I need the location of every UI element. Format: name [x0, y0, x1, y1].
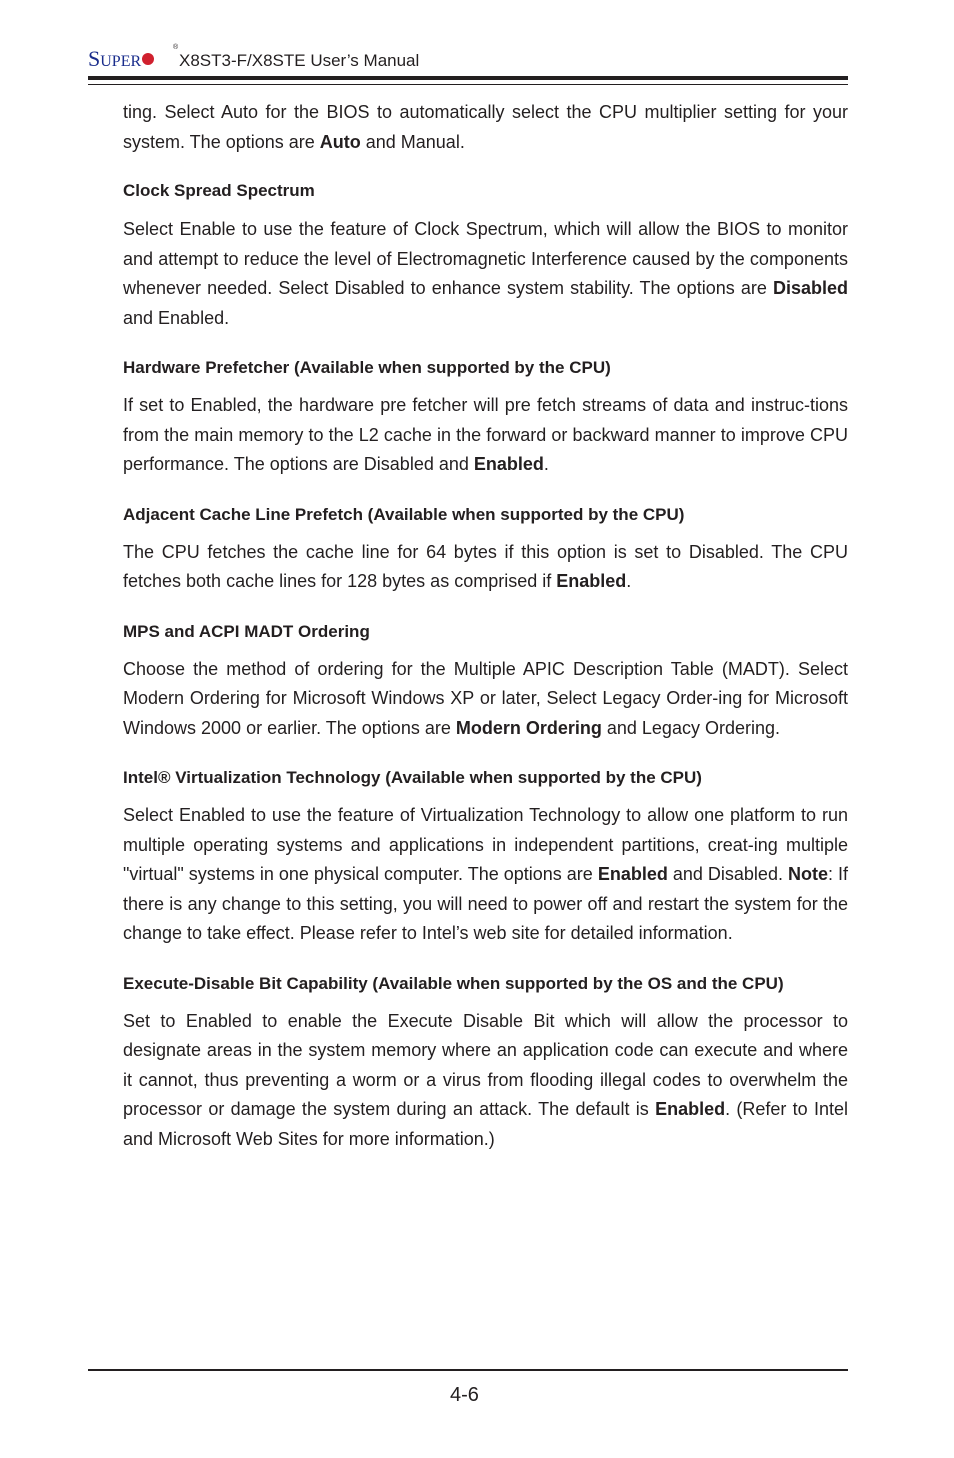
- body-text: Select Enable to use the feature of Clock Spectrum, which will allow the BIOS to monitor and attempt to reduce the level of Electromagnetic Interference caused by the components whenever needed. Select Disabled to enhance system stability. The options are: [123, 219, 848, 298]
- bold-default-option: Enabled: [473, 454, 544, 474]
- section-body: [123, 1007, 848, 1155]
- body-text: Choose the method of ordering for the Multiple APIC Description Table (MADT). Select Modern Ordering for Microsoft Windows XP or later, Select Legacy Order-ing for Microsoft Windows 2000 or earlier. The options are: [123, 658, 848, 738]
- body-text: . (Refer to Intel and Microsoft Web Sites for more information.): [123, 1099, 848, 1149]
- section-heading: Hardware Prefetcher (Available when supported by the CPU): [123, 358, 611, 377]
- page-header: [88, 44, 848, 74]
- section-body: [123, 391, 848, 480]
- bold-default-option: Auto: [319, 131, 361, 152]
- brand-rest-letters: UPER: [100, 53, 142, 70]
- page-number: 4-6: [450, 1384, 479, 1406]
- bold-default-option: Modern Ordering: [455, 717, 602, 738]
- body-text: and Legacy Ordering.: [601, 717, 780, 738]
- body-text: : If there is any change to this setting, you will need to power off and restart the system for the change to take effect. Please refer to Intel’s web site for detailed information.: [123, 864, 849, 943]
- body-text: .: [626, 571, 632, 591]
- section-body: [123, 538, 848, 597]
- bold-default-option: Disabled: [772, 278, 848, 298]
- footer-rule: [88, 1369, 848, 1371]
- section-body: [123, 215, 848, 333]
- section-heading: MPS and ACPI MADT Ordering: [123, 621, 370, 641]
- body-text: and Disabled.: [667, 864, 788, 884]
- page-content: [123, 98, 848, 1154]
- manual-title: X8ST3-F/X8STE User’s Manual: [179, 51, 420, 70]
- body-text: If set to Enabled, the hardware pre fetcher will pre fetch streams of data and instruc-tions from the main memory to the L2 cache in the forward or backward manner to improve CPU performance. The options are Disabled and: [123, 395, 848, 474]
- section-heading: Clock Spread Spectrum: [123, 181, 315, 200]
- section-body: [123, 655, 848, 744]
- brand-dot-icon: [142, 53, 154, 65]
- supermicro-logo: [88, 46, 154, 72]
- section-heading: Execute-Disable Bit Capability (Available when supported by the OS and the CPU): [123, 973, 784, 993]
- brand-first-letter: S: [88, 46, 101, 71]
- header-rule-thin: [88, 84, 848, 85]
- body-text: .: [543, 454, 549, 474]
- section-body: [123, 98, 848, 157]
- header-rule-thick: [88, 76, 848, 80]
- bold-default-option: Enabled: [597, 864, 668, 884]
- section-heading: Adjacent Cache Line Prefetch (Available when supported by the CPU): [123, 504, 685, 524]
- bold-default-option: Note: [787, 864, 828, 884]
- body-text: The CPU fetches the cache line for 64 bytes if this option is set to Disabled. The CPU fetches both cache lines for 128 bytes as comprised if: [123, 541, 848, 591]
- body-text: and Enabled.: [123, 307, 230, 328]
- body-text: Set to Enabled to enable the Execute Disable Bit which will allow the processor to designate areas in the system memory where an application code can execute and where it cannot, thus preventing a worm or a virus from flooding illegal codes to overwhelm the processor or damage the system during an attack. The default is: [123, 1010, 848, 1119]
- bold-default-option: Enabled: [655, 1099, 726, 1119]
- section-heading: Intel® Virtualization Technology (Available when supported by the CPU): [123, 768, 702, 787]
- body-text: ting. Select Auto for the BIOS to automatically select the CPU multiplier setting for your system. The options are: [123, 102, 848, 152]
- registered-mark: ®: [173, 44, 179, 51]
- body-text: Select Enabled to use the feature of Virtualization Technology to allow one platform to run multiple operating systems and applications in independent partitions, creat-ing multiple "virtual" systems in one physical computer. The options are: [123, 805, 848, 884]
- body-text: and Manual.: [360, 131, 465, 152]
- bold-default-option: Enabled: [556, 571, 627, 591]
- section-body: [123, 801, 848, 949]
